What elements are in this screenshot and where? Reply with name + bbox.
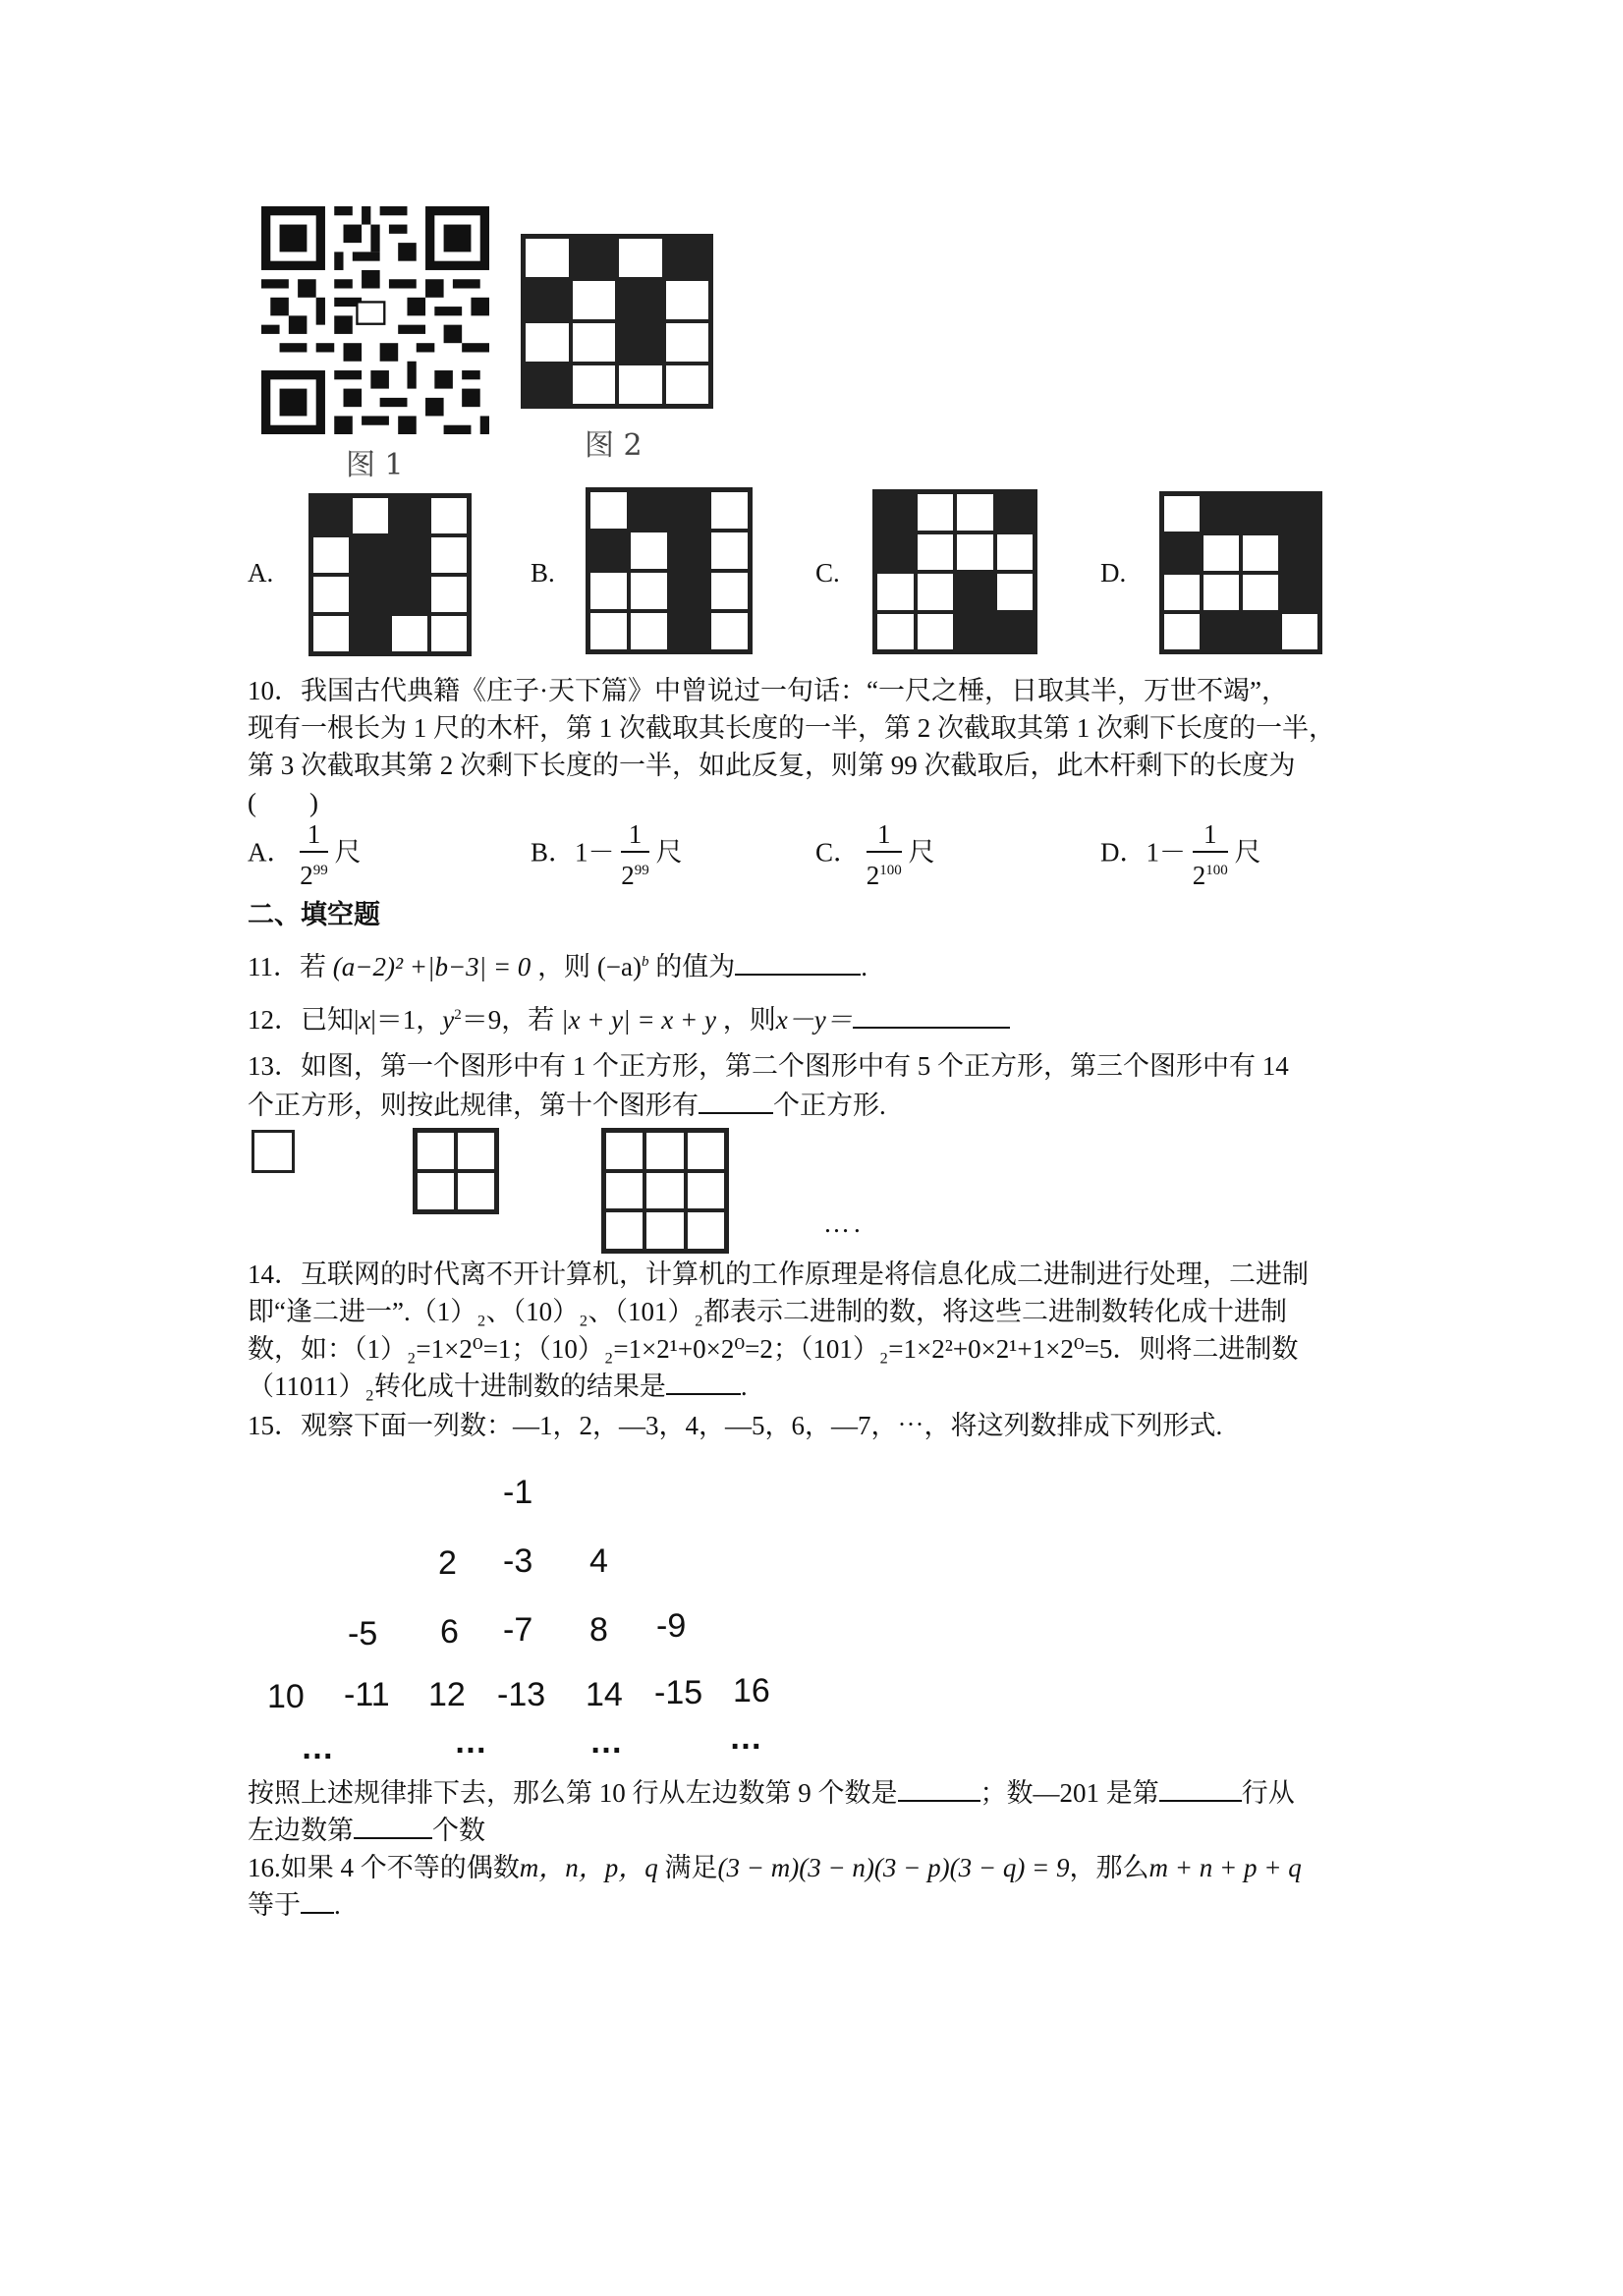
grid-cell-r3-c3 <box>955 572 995 612</box>
grid-cell-r3-c4 <box>1280 573 1319 612</box>
triangle-r4-c3: 12 <box>428 1676 466 1713</box>
grid-cell-r2-c2 <box>351 535 390 575</box>
grid-cell-r4-c2 <box>571 364 618 406</box>
grid-cell-r4-c3 <box>1241 612 1280 651</box>
grid-cell-r3-c4 <box>429 575 469 614</box>
grid-cell-r1-c2 <box>351 496 390 535</box>
q15-blank-2 <box>1159 1800 1242 1802</box>
q13-figure-3 <box>601 1128 729 1254</box>
triangle-r2-c1: 2 <box>438 1544 457 1582</box>
q13-dots: …. <box>823 1208 865 1238</box>
grid-cell-r4-c4 <box>1280 612 1319 651</box>
triangle-r4-c1: 10 <box>267 1678 305 1715</box>
grid-cell-r2-c1 <box>1162 533 1202 573</box>
q14-line-4: （11011）₂转化成十进制数的结果是 . <box>248 1372 748 1401</box>
grid-cell-r2-c4 <box>429 535 469 575</box>
triangle-r3-c4: 8 <box>589 1611 608 1649</box>
q14-line-1: 14．互联网的时代离不开计算机，计算机的工作原理是将信息化成二进制进行处理，二进制 <box>248 1260 1309 1289</box>
triangle-dots-3: … <box>589 1723 623 1761</box>
grid-cell-r2-c1 <box>311 535 351 575</box>
grid-cell-r2-c2 <box>629 531 669 571</box>
grid-cell-r3-c2 <box>916 572 956 612</box>
triangle-r3-c2: 6 <box>440 1613 459 1651</box>
triangle-r1-c1: -1 <box>503 1474 533 1511</box>
grid-cell-r2-c3 <box>955 532 995 573</box>
grid-cell-r1-c2 <box>1202 494 1241 533</box>
grid-cell-r3-c2 <box>571 321 618 364</box>
triangle-r4-c2: -11 <box>344 1676 390 1713</box>
q14-blank <box>666 1393 741 1395</box>
grid-cell-r2-c4 <box>709 531 750 571</box>
grid-cell-r3-c2 <box>1202 573 1241 612</box>
triangle-r4-c4: -13 <box>497 1676 546 1713</box>
q11-expression: (a−2)² +|b−3| = 0 <box>332 952 532 981</box>
grid-cell-r2-c4 <box>1280 533 1319 573</box>
q13-figure-2 <box>413 1128 499 1214</box>
q16-line-2: 等于 . <box>248 1890 341 1920</box>
grid-cell-r2-c2 <box>1202 533 1241 573</box>
grid-cell-r1-c1 <box>875 492 916 532</box>
grid-cell-r2-c2 <box>571 279 618 321</box>
grid-cell-r1-c3 <box>669 490 709 531</box>
grid-cell-r1-c2 <box>916 492 956 532</box>
q10-line-1: 10．我国古代典籍《庄子·天下篇》中曾说过一句话：“一尺之棰，日取其半，万世不竭”， <box>248 676 1288 705</box>
option-c-grid <box>872 489 1037 654</box>
grid-cell-r3-c1 <box>1162 573 1202 612</box>
triangle-r3-c3: -7 <box>503 1611 533 1649</box>
q11-blank <box>735 974 861 976</box>
grid-cell-r4-c2 <box>351 614 390 653</box>
q15-question-line-1: 按照上述规律排下去，那么第 10 行从左边数第 9 个数是 ；数—201 是第 行从 <box>248 1778 1295 1808</box>
grid-cell-r4-c4 <box>429 614 469 653</box>
grid-cell-r4-c3 <box>390 614 429 653</box>
grid-cell-r1-c3 <box>390 496 429 535</box>
grid-cell-r4-c2 <box>1202 612 1241 651</box>
grid-cell-r3-c1 <box>875 572 916 612</box>
grid-cell-r1-c1 <box>311 496 351 535</box>
q16-line-1: 16.如果 4 个不等的偶数m，n，p，q 满足(3 − m)(3 − n)(3 − p)(3 − q) = 9，那么m + n + p + q <box>248 1853 1302 1882</box>
grid-cell-r1-c4 <box>995 492 1035 532</box>
figure-2-caption: 图 2 <box>585 428 643 463</box>
grid-cell-r1-c2 <box>571 237 618 279</box>
grid-cell-r1-c3 <box>955 492 995 532</box>
grid-cell-r3-c3 <box>617 321 664 364</box>
q13-blank <box>699 1112 773 1114</box>
grid-cell-r2-c4 <box>995 532 1035 573</box>
grid-cell-r2-c1 <box>875 532 916 573</box>
grid-cell-r3-c4 <box>995 572 1035 612</box>
option-c-label: C. <box>815 558 840 588</box>
grid-cell-r2-c1 <box>524 279 571 321</box>
figure-2-grid <box>521 234 713 409</box>
grid-cell-r1-c1 <box>524 237 571 279</box>
grid-cell-r1-c4 <box>429 496 469 535</box>
q15-blank-1 <box>898 1800 980 1802</box>
q13-figure-1 <box>252 1130 295 1173</box>
q10-option-d: D．1－ $\frac{1}{2^{100}}$ 尺 <box>1100 819 1261 890</box>
grid-cell-r1-c1 <box>1162 494 1202 533</box>
grid-cell-r4-c1 <box>875 612 916 652</box>
grid-cell-r4-c3 <box>617 364 664 406</box>
q14-line-3: 数，如：（1）₂=1×2⁰=1；（10）₂=1×2¹+0×2⁰=2；（101）₂=1×2²+0×2¹+1×2⁰=5．则将二进制数 <box>248 1334 1299 1364</box>
grid-cell-r3-c1 <box>311 575 351 614</box>
grid-cell-r4-c2 <box>916 612 956 652</box>
grid-cell-r4-c3 <box>669 611 709 651</box>
q13-line-2: 个正方形，则按此规律，第十个图形有 个正方形. <box>248 1091 886 1120</box>
grid-cell-r3-c2 <box>351 575 390 614</box>
grid-cell-r4-c1 <box>588 611 629 651</box>
q10-option-c: C． $\frac{1}{2^{100}}$ 尺 <box>815 819 935 890</box>
grid-cell-r4-c4 <box>709 611 750 651</box>
q13-line-1: 13．如图，第一个图形中有 1 个正方形，第二个图形中有 5 个正方形，第三个图形中有 14 <box>248 1051 1289 1081</box>
grid-cell-r3-c1 <box>524 321 571 364</box>
q12-blank <box>853 1027 1010 1029</box>
q11: 11．若 (a−2)² +|b−3| = 0 ，则 $(-a)^b$ 的值为 . <box>248 952 868 981</box>
grid-cell-r1-c4 <box>709 490 750 531</box>
grid-cell-r1-c2 <box>629 490 669 531</box>
q10-line-3: 第 3 次截取其第 2 次剩下长度的一半，如此反复，则第 99 次截取后，此木杆剩下的长度为 <box>248 751 1296 780</box>
q10-option-a: A． $\frac{1}{2^{99}}$ 尺 <box>248 819 362 890</box>
grid-cell-r4-c4 <box>664 364 711 406</box>
grid-cell-r1-c1 <box>588 490 629 531</box>
q15-line-1: 15．观察下面一列数：—1，2，—3，4，—5，6，—7，⋯，将这列数排成下列形式. <box>248 1411 1223 1440</box>
q15-question-line-2: 左边数第 个数 <box>248 1816 485 1845</box>
grid-cell-r4-c1 <box>524 364 571 406</box>
option-b-label: B. <box>531 558 555 588</box>
grid-cell-r1-c4 <box>1280 494 1319 533</box>
qr-code-figure-1 <box>257 206 493 434</box>
q14-line-2: 即“逢二进一”.（1）₂、（10）₂、（101）₂都表示二进制的数，将这些二进制数转化成十进制 <box>248 1297 1287 1326</box>
grid-cell-r2-c4 <box>664 279 711 321</box>
grid-cell-r2-c3 <box>390 535 429 575</box>
grid-cell-r1-c3 <box>617 237 664 279</box>
grid-cell-r4-c1 <box>1162 612 1202 651</box>
grid-cell-r3-c3 <box>1241 573 1280 612</box>
grid-cell-r1-c3 <box>1241 494 1280 533</box>
q16-blank <box>301 1912 334 1914</box>
grid-cell-r4-c3 <box>955 612 995 652</box>
triangle-dots-4: … <box>729 1719 762 1757</box>
triangle-r3-c1: -5 <box>348 1615 378 1652</box>
q12-expression: |x + y| = x + y <box>561 1005 716 1035</box>
option-d-label: D. <box>1100 558 1127 588</box>
grid-cell-r2-c3 <box>669 531 709 571</box>
section-heading: 二、填空题 <box>248 900 380 929</box>
option-a-grid <box>308 493 472 656</box>
grid-cell-r3-c3 <box>669 571 709 611</box>
grid-cell-r3-c4 <box>664 321 711 364</box>
triangle-dots-1: … <box>301 1729 334 1766</box>
triangle-r2-c3: 4 <box>589 1542 608 1580</box>
grid-cell-r2-c3 <box>617 279 664 321</box>
grid-cell-r4-c4 <box>995 612 1035 652</box>
figure-1-caption: 图 1 <box>346 448 404 482</box>
q10-line-4: ( ) <box>248 788 318 817</box>
q10-line-2: 现有一根长为 1 尺的木杆，第 1 次截取其长度的一半，第 2 次截取其第 1 次剩下长度的一半， <box>248 713 1335 743</box>
q10-option-b: B．1－ $\frac{1}{2^{99}}$ 尺 <box>531 819 683 890</box>
grid-cell-r2-c1 <box>588 531 629 571</box>
grid-cell-r3-c2 <box>629 571 669 611</box>
option-d-grid <box>1159 491 1322 654</box>
grid-cell-r4-c1 <box>311 614 351 653</box>
grid-cell-r3-c4 <box>709 571 750 611</box>
grid-cell-r3-c1 <box>588 571 629 611</box>
grid-cell-r2-c2 <box>916 532 956 573</box>
triangle-r4-c7: 16 <box>733 1672 770 1709</box>
q15-blank-3 <box>354 1837 432 1839</box>
grid-cell-r1-c4 <box>664 237 711 279</box>
q12: 12．已知|x|＝1，$y^2=9$，若 |x + y| = x + y ，则x－y＝ <box>248 996 1010 1038</box>
option-b-grid <box>586 487 753 654</box>
triangle-r4-c5: 14 <box>586 1676 623 1713</box>
grid-cell-r3-c3 <box>390 575 429 614</box>
grid-cell-r4-c2 <box>629 611 669 651</box>
triangle-r4-c6: -15 <box>654 1674 703 1711</box>
option-a-label: A. <box>248 558 274 588</box>
grid-cell-r2-c3 <box>1241 533 1280 573</box>
triangle-r3-c5: -9 <box>656 1607 687 1645</box>
triangle-dots-2: … <box>454 1723 487 1761</box>
triangle-r2-c2: -3 <box>503 1542 533 1580</box>
